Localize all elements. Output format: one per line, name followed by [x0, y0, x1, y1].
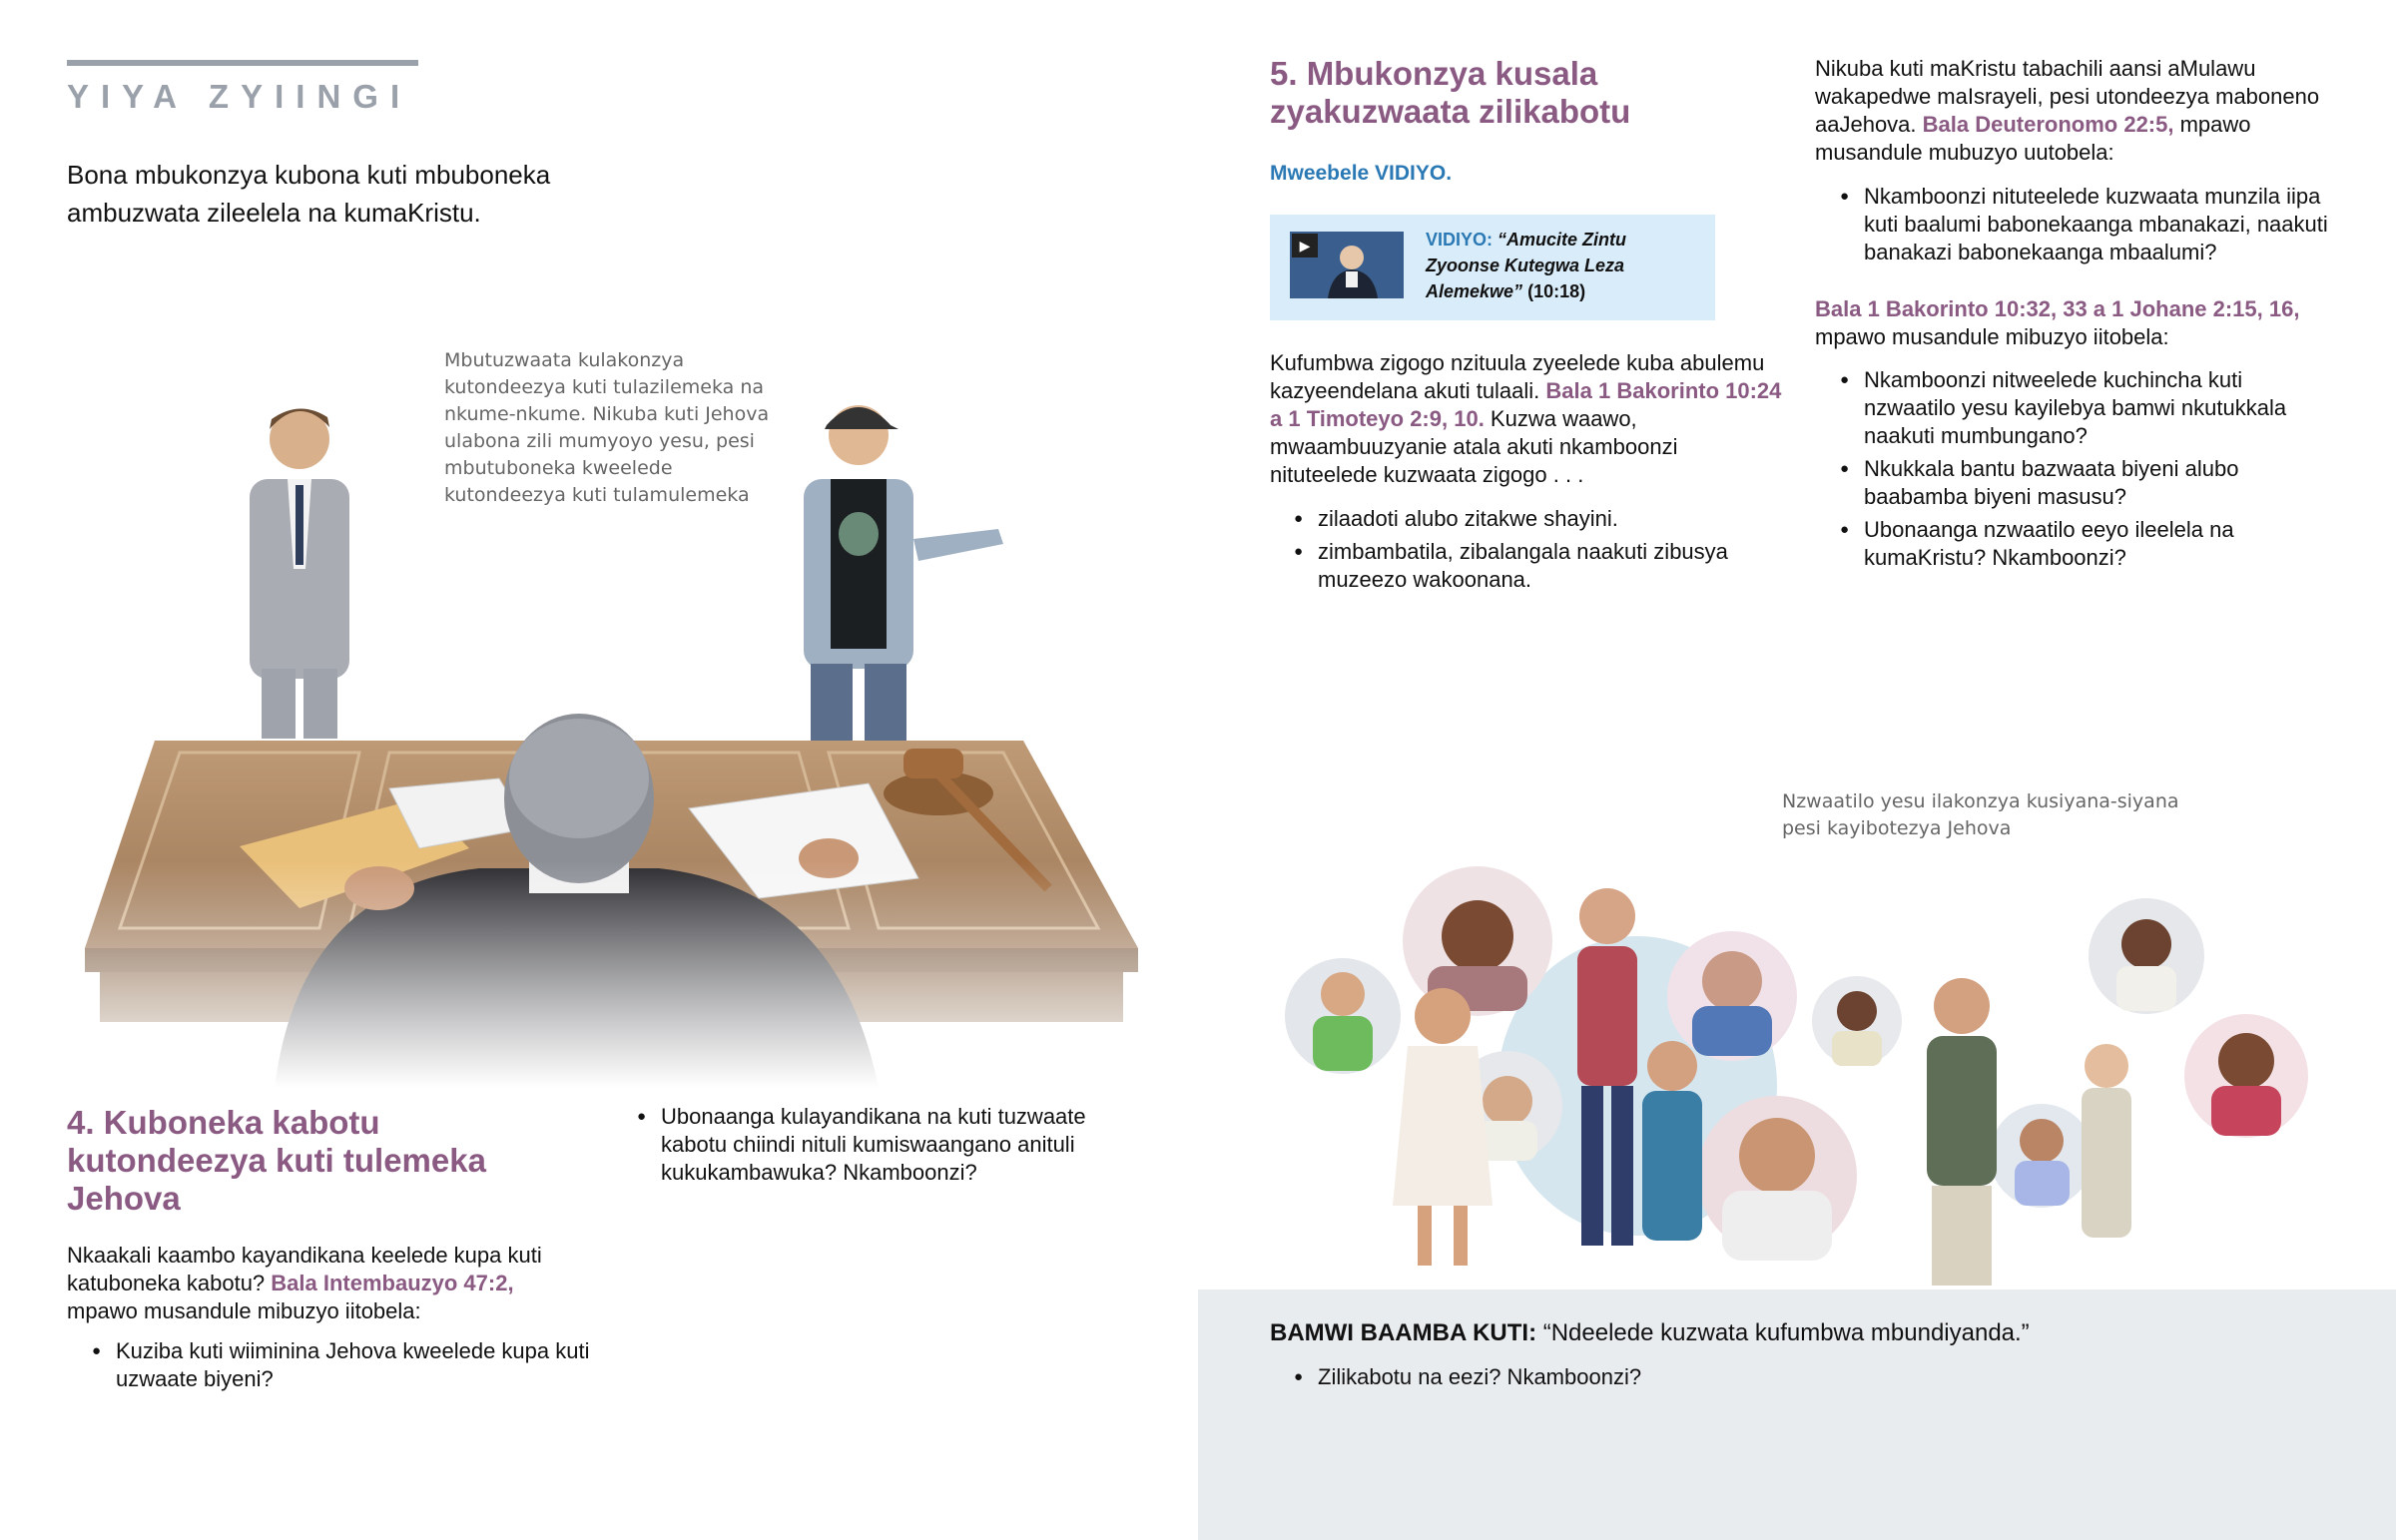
section-4-body	[67, 1242, 586, 1325]
section-4-body-text: Nkaakali kaambo kayandikana keelede kupa kuti katuboneka kabotu?	[67, 1243, 542, 1295]
section-5-body	[1270, 349, 1789, 489]
section-kicker: YIYA ZYIINGI	[67, 78, 412, 115]
right-column-questions-2	[1840, 366, 2339, 577]
list-item: ● zimbambatila, zibalangala naakuti zibusya muzeezo wakoonana.	[1294, 538, 1793, 594]
question-item: ● Ubonaanga nzwaatilo eeyo ileelela na kumaKristu? Nkamboonzi?	[1840, 516, 2339, 572]
watch-video-instruction: Mweebele VIDIYO.	[1270, 162, 1453, 185]
portrait-circle	[2089, 898, 2204, 1014]
objection-line	[1270, 1317, 2268, 1349]
illustration-caption-right: Nzwaatilo yesu ilakonzya kusiyana-siyana pesi kayibotezya Jehova	[1782, 790, 2179, 839]
video-description	[1426, 227, 1705, 304]
section-4-questions	[92, 1337, 601, 1398]
young-woman-figure	[1642, 1041, 1702, 1241]
right-body-1-text-end: mpawo musandule mubuzyo uutobela:	[1815, 112, 2251, 165]
video-card[interactable]	[1270, 215, 1715, 320]
diverse-people-illustration	[1278, 866, 2326, 1289]
objection-label: BAMWI BAAMBA KUTI:	[1270, 1319, 1537, 1346]
scripture-link-corinthians-john[interactable]: Bala 1 Bakorinto 10:32, 33 a 1 Johane 2:15, 16,	[1815, 296, 2300, 321]
portrait-circle	[1990, 1104, 2094, 1208]
girl-figure	[1393, 988, 1493, 1266]
question-item: ● Kuziba kuti wiiminina Jehova kweelede kupa kuti uzwaate biyeni?	[92, 1337, 601, 1393]
scripture-link-corinthians-timothy[interactable]: Bala 1 Bakorinto 10:24 a 1 Timoteyo 2:9, 10.	[1270, 378, 1782, 431]
right-body-1-text: Nikuba kuti maKristu tabachili aansi aMulawu wakapedwe maIsrayeli, pesi utondeezya maboneno aaJehova.	[1815, 56, 2320, 137]
portrait-circle	[2184, 1014, 2308, 1138]
objection-quote: “Ndeelede kuzwata kufumbwa mbundiyanda.”	[1542, 1319, 2030, 1346]
portrait-circle	[1403, 866, 1552, 1016]
portrait-circle	[1285, 958, 1401, 1074]
right-column-questions-1	[1840, 183, 2339, 271]
right-column-body-1	[1815, 55, 2334, 167]
question-item: ● Ubonaanga kulayandikana na kuti tuzwaate kabotu chiindi nituli kumiswaangano anituli kukukambawuka? Nkamboonzi?	[637, 1103, 1136, 1187]
section-4-questions-col2	[637, 1103, 1136, 1192]
video-thumbnail[interactable]	[1290, 232, 1404, 298]
play-icon[interactable]: ▶	[1292, 234, 1318, 257]
list-item: ● zilaadoti alubo zitakwe shayini.	[1294, 505, 1793, 533]
question-item: ● Nkamboonzi nitweelede kuchincha kuti nzwaatilo yesu kayilebya bamwi nkutukkala naakuti mumbungano?	[1840, 366, 2339, 450]
section-4-title: 4. Kuboneka kabotu kutondeezya kuti tulemeka Jehova	[67, 1104, 486, 1217]
intro-text: Bona mbukonzya kubona kuti mbuboneka ambuzwata zileelela na kumaKristu.	[67, 160, 551, 228]
objection-questions	[1294, 1363, 2093, 1396]
video-duration: (10:18)	[1527, 281, 1586, 301]
scripture-link-psalm[interactable]: Bala Intembauzyo 47:2,	[271, 1271, 514, 1295]
woman-green-figure	[1927, 978, 1997, 1285]
illustration-caption-left: Mbutuzwaata kulakonzya kutondeezya kuti tulazilemeka na nkume-nkume. Nikuba kuti Jehova ulabona zili mumyoyo yesu, pesi mbutuboneka kweelede kutondeezya kuti tulamulemeka	[444, 349, 770, 506]
section-4-body-text-end: mpawo musandule mibuzyo iitobela:	[67, 1298, 421, 1323]
header-rule	[67, 60, 418, 66]
portrait-circle	[1667, 931, 1797, 1061]
right-column-body-2	[1815, 295, 2334, 351]
portrait-circle	[1812, 976, 1902, 1066]
woman-blonde-figure	[2082, 1044, 2131, 1238]
section-5-body-text: Kufumbwa zigogo nzituula zyeelede kuba abulemu kazyeendelana akuti tulaali.	[1270, 350, 1765, 403]
scripture-link-deuteronomy[interactable]: Bala Deuteronomo 22:5,	[1922, 112, 2174, 137]
question-item: ● Nkukkala bantu bazwaata biyeni alubo baabamba biyeni masusu?	[1840, 455, 2339, 511]
portrait-circle	[1697, 1096, 1857, 1261]
section-5-title: 5. Mbukonzya kusala zyakuzwaata zilikabotu	[1270, 55, 1631, 130]
video-label: VIDIYO:	[1426, 230, 1494, 250]
video-title: “Amucite Zintu Zyoonse Kutegwa Leza Alemekwe”	[1426, 230, 1627, 301]
section-5-list	[1294, 505, 1793, 599]
section-5-body-text-end: Kuzwa waawo, mwaambuuzyanie atala akuti nkamboonzi nituteelede kuzwaata zigogo . . .	[1270, 406, 1678, 487]
question-item: ● Zilikabotu na eezi? Nkamboonzi?	[1294, 1363, 2093, 1391]
right-body-2-text-end: mpawo musandule mibuzyo iitobela:	[1815, 324, 2169, 349]
question-item: ● Nkamboonzi nituteelede kuzwaata munzila iipa kuti baalumi babonekaanga mbanakazi, naakuti banakazi babonekaanga mbaalumi?	[1840, 183, 2339, 266]
